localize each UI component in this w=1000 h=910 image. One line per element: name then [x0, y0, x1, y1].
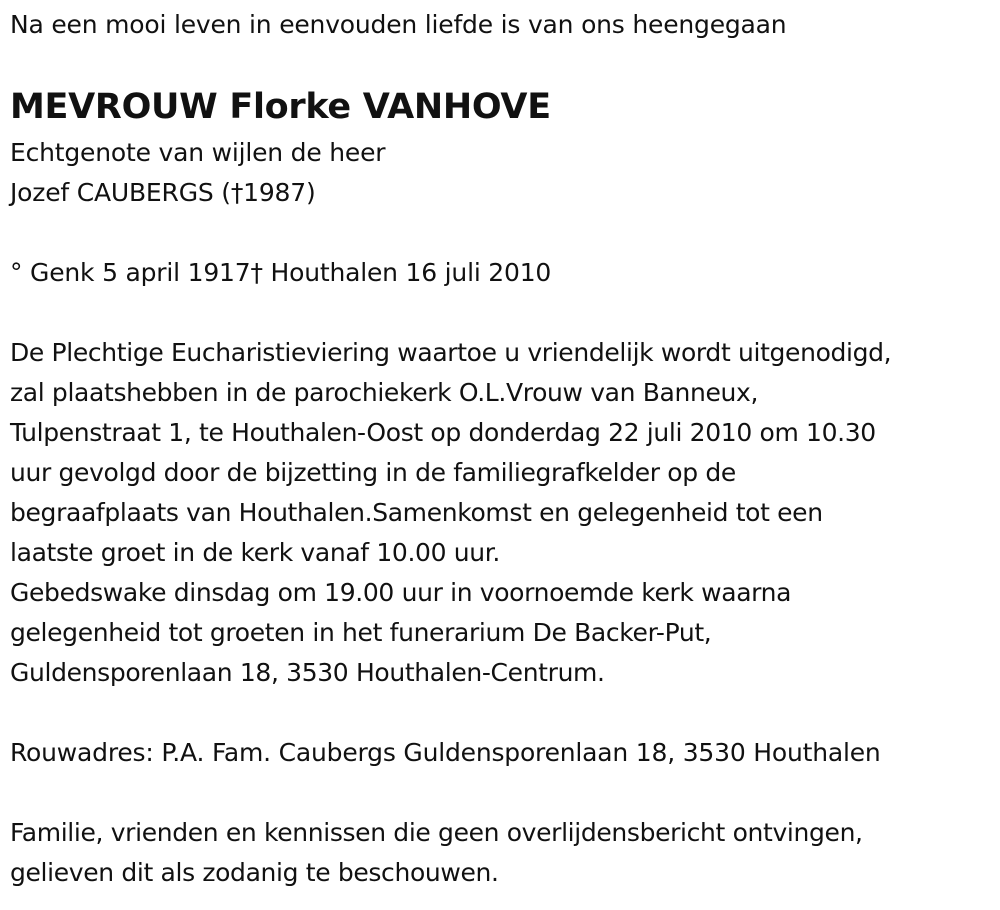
- life-dates: ° Genk 5 april 1917† Houthalen 16 juli 2010: [10, 258, 552, 287]
- spacer: [10, 773, 995, 813]
- spacer: [10, 45, 995, 83]
- ceremony-line: De Plechtige Eucharistieviering waartoe u vriendelijk wordt uitgenodigd,: [10, 338, 892, 367]
- closing-line: gelieven dit als zodanig te beschouwen.: [10, 858, 499, 887]
- ceremony-line: zal plaatshebben in de parochiekerk O.L.Vrouw van Banneux,: [10, 378, 759, 407]
- ceremony-line: laatste groet in de kerk vanaf 10.00 uur.: [10, 538, 500, 567]
- intro-text: Na een mooi leven in eenvouden liefde is van ons heengegaan: [10, 10, 787, 39]
- ceremony-line: gelegenheid tot groeten in het funerarium De Backer-Put,: [10, 618, 712, 647]
- spacer: [10, 293, 995, 333]
- deceased-name: MEVROUW Florke VANHOVE: [10, 87, 551, 127]
- ceremony-line: Gebedswake dinsdag om 19.00 uur in voornoemde kerk waarna: [10, 578, 792, 607]
- spacer: [10, 693, 995, 733]
- closing-paragraph: [10, 813, 995, 893]
- spouse-line-1: Echtgenote van wijlen de heer: [10, 138, 386, 167]
- ceremony-line: Tulpenstraat 1, te Houthalen-Oost op donderdag 22 juli 2010 om 10.30: [10, 418, 876, 447]
- ceremony-line: begraafplaats van Houthalen.Samenkomst en gelegenheid tot een: [10, 498, 823, 527]
- death-notice: [10, 5, 995, 893]
- mourning-address: Rouwadres: P.A. Fam. Caubergs Guldensporenlaan 18, 3530 Houthalen: [10, 738, 881, 767]
- ceremony-paragraph: [10, 333, 995, 693]
- closing-line: Familie, vrienden en kennissen die geen overlijdensbericht ontvingen,: [10, 818, 863, 847]
- ceremony-line: Guldensporenlaan 18, 3530 Houthalen-Centrum.: [10, 658, 605, 687]
- spouse-line-2: Jozef CAUBERGS (†1987): [10, 178, 316, 207]
- ceremony-line: uur gevolgd door de bijzetting in de familiegrafkelder op de: [10, 458, 736, 487]
- spacer: [10, 213, 995, 253]
